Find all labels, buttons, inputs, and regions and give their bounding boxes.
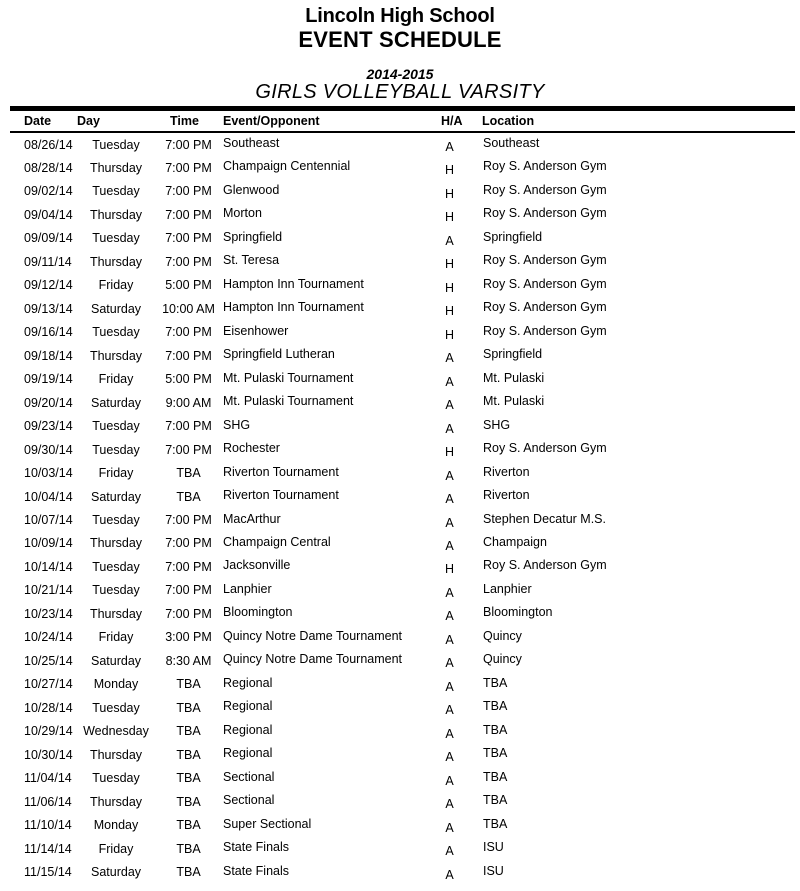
cell-day: Saturday bbox=[90, 301, 142, 316]
cell-day: Friday bbox=[98, 841, 134, 856]
cell-time: 7:00 PM bbox=[165, 348, 212, 363]
cell-time: 7:00 PM bbox=[165, 137, 212, 152]
cell-day: Tuesday bbox=[92, 231, 140, 246]
cell-time: TBA bbox=[176, 841, 201, 856]
cell-home-away: A bbox=[445, 374, 454, 389]
cell-home-away: A bbox=[445, 773, 454, 788]
cell-date: 09/19/14 bbox=[24, 372, 73, 387]
cell-home-away: A bbox=[445, 656, 454, 671]
cell-date: 11/14/14 bbox=[24, 841, 72, 856]
cell-day: Tuesday bbox=[92, 325, 140, 340]
cell-date: 10/27/14 bbox=[24, 677, 73, 692]
table-row bbox=[0, 228, 800, 251]
table-row bbox=[0, 603, 800, 626]
cell-date: 08/28/14 bbox=[24, 160, 73, 175]
cell-event: Southeast bbox=[223, 136, 280, 150]
cell-date: 09/16/14 bbox=[24, 325, 73, 340]
cell-event: Quincy Notre Dame Tournament bbox=[223, 652, 403, 667]
table-row bbox=[0, 322, 800, 345]
cell-location: Roy S. Anderson Gym bbox=[483, 300, 607, 315]
cell-home-away: A bbox=[445, 632, 454, 647]
cell-home-away: A bbox=[445, 820, 454, 835]
cell-event: Regional bbox=[223, 746, 273, 761]
cell-time: TBA bbox=[176, 747, 201, 762]
cell-location: Quincy bbox=[483, 652, 522, 667]
cell-location: Roy S. Anderson Gym bbox=[483, 441, 607, 456]
cell-location: Riverton bbox=[483, 488, 530, 503]
season-label: 2014-2015 bbox=[366, 66, 434, 82]
table-row bbox=[0, 744, 800, 767]
cell-event: Sectional bbox=[223, 793, 275, 808]
table-row bbox=[0, 181, 800, 204]
cell-date: 08/26/14 bbox=[24, 137, 73, 152]
cell-date: 10/09/14 bbox=[24, 536, 73, 551]
cell-time: 7:00 PM bbox=[165, 442, 212, 457]
cell-day: Friday bbox=[98, 278, 134, 293]
table-row bbox=[0, 674, 800, 697]
table-row bbox=[0, 204, 800, 227]
cell-home-away: A bbox=[445, 468, 454, 483]
cell-event: Bloomington bbox=[223, 605, 293, 620]
cell-location: Springfield bbox=[483, 347, 543, 362]
cell-date: 09/18/14 bbox=[24, 348, 73, 363]
cell-date: 10/14/14 bbox=[24, 559, 73, 574]
cell-event: Sectional bbox=[223, 769, 275, 784]
cell-home-away: H bbox=[444, 163, 455, 178]
cell-location: Bloomington bbox=[483, 605, 553, 620]
cell-time: TBA bbox=[176, 818, 201, 833]
cell-time: TBA bbox=[176, 771, 201, 786]
cell-date: 11/06/14 bbox=[24, 794, 72, 809]
cell-location: Roy S. Anderson Gym bbox=[483, 159, 607, 174]
cell-date: 10/21/14 bbox=[24, 583, 73, 598]
cell-day: Tuesday bbox=[92, 513, 140, 527]
table-row bbox=[0, 791, 800, 814]
cell-day: Saturday bbox=[90, 489, 142, 504]
cell-home-away: A bbox=[445, 609, 454, 624]
cell-time: 7:00 PM bbox=[165, 513, 212, 527]
cell-location: Roy S. Anderson Gym bbox=[483, 182, 607, 197]
cell-time: 7:00 PM bbox=[165, 419, 212, 434]
cell-date: 09/11/14 bbox=[24, 254, 72, 269]
cell-day: Thursday bbox=[89, 747, 143, 762]
table-row bbox=[0, 345, 800, 368]
cell-time: 7:00 PM bbox=[165, 231, 212, 246]
cell-location: TBA bbox=[483, 722, 508, 737]
table-row bbox=[0, 157, 800, 180]
cell-location: TBA bbox=[483, 769, 508, 784]
cell-time: 5:00 PM bbox=[165, 372, 212, 387]
cell-day: Friday bbox=[98, 466, 134, 481]
cell-location: Quincy bbox=[483, 628, 522, 643]
cell-location: TBA bbox=[483, 793, 508, 808]
cell-event: St. Teresa bbox=[223, 253, 280, 268]
cell-event: Hampton Inn Tournament bbox=[223, 300, 364, 315]
table-row bbox=[0, 721, 800, 744]
cell-event: State Finals bbox=[223, 863, 290, 878]
cell-home-away: A bbox=[445, 726, 454, 741]
cell-event: Riverton Tournament bbox=[223, 488, 339, 503]
cell-event: Mt. Pulaski Tournament bbox=[223, 394, 354, 409]
cell-day: Saturday bbox=[90, 395, 142, 410]
cell-date: 09/02/14 bbox=[24, 184, 73, 199]
cell-date: 11/10/14 bbox=[24, 818, 72, 833]
cell-time: TBA bbox=[176, 794, 201, 809]
cell-event: Eisenhower bbox=[223, 323, 289, 338]
cell-location: ISU bbox=[483, 840, 504, 855]
cell-time: TBA bbox=[176, 865, 201, 880]
cell-home-away: A bbox=[445, 538, 454, 553]
cell-day: Monday bbox=[93, 677, 139, 692]
cell-date: 09/23/14 bbox=[24, 419, 73, 434]
cell-time: 8:30 AM bbox=[165, 653, 212, 668]
cell-day: Tuesday bbox=[92, 583, 140, 598]
cell-event: Mt. Pulaski Tournament bbox=[223, 370, 354, 385]
cell-location: TBA bbox=[483, 699, 508, 714]
cell-event: Glenwood bbox=[223, 182, 280, 197]
cell-time: TBA bbox=[176, 466, 201, 481]
header-rule-top bbox=[10, 106, 795, 111]
cell-home-away: H bbox=[444, 257, 455, 272]
table-row bbox=[0, 392, 800, 415]
cell-home-away: A bbox=[445, 492, 454, 507]
table-body bbox=[0, 134, 800, 885]
cell-time: 7:00 PM bbox=[165, 325, 212, 340]
team-label: GIRLS VOLLEYBALL VARSITY bbox=[255, 81, 545, 103]
school-name: Lincoln High School bbox=[305, 5, 495, 27]
table-row bbox=[0, 580, 800, 603]
column-header-home-away: H/A bbox=[441, 114, 463, 128]
cell-time: 7:00 PM bbox=[165, 207, 212, 222]
cell-event: Quincy Notre Dame Tournament bbox=[223, 628, 403, 643]
cell-event: SHG bbox=[223, 417, 251, 432]
cell-date: 11/15/14 bbox=[24, 865, 72, 880]
cell-event: MacArthur bbox=[223, 511, 281, 526]
cell-date: 10/24/14 bbox=[24, 630, 73, 645]
cell-home-away: A bbox=[445, 351, 454, 366]
table-row bbox=[0, 416, 800, 439]
cell-home-away: A bbox=[445, 867, 454, 882]
cell-event: Champaign Centennial bbox=[223, 159, 351, 174]
cell-day: Thursday bbox=[89, 606, 143, 621]
cell-day: Thursday bbox=[89, 254, 143, 269]
cell-home-away: A bbox=[445, 233, 454, 248]
cell-location: Roy S. Anderson Gym bbox=[483, 206, 607, 221]
table-row bbox=[0, 298, 800, 321]
document-title: EVENT SCHEDULE bbox=[298, 27, 502, 52]
cell-day: Tuesday bbox=[92, 137, 140, 152]
cell-event: Springfield bbox=[223, 229, 283, 244]
cell-time: 7:00 PM bbox=[165, 583, 212, 598]
table-row bbox=[0, 862, 800, 885]
cell-date: 09/09/14 bbox=[24, 231, 73, 246]
cell-location: TBA bbox=[483, 816, 508, 831]
column-header-location: Location bbox=[482, 114, 535, 128]
cell-event: State Finals bbox=[223, 840, 290, 855]
cell-home-away: A bbox=[445, 750, 454, 765]
table-row bbox=[0, 486, 800, 509]
cell-location: Mt. Pulaski bbox=[483, 370, 545, 385]
table-row bbox=[0, 838, 800, 861]
cell-date: 10/23/14 bbox=[24, 606, 73, 621]
table-row bbox=[0, 369, 800, 392]
cell-date: 10/25/14 bbox=[24, 653, 73, 668]
cell-location: Roy S. Anderson Gym bbox=[483, 253, 607, 268]
cell-home-away: H bbox=[444, 280, 455, 295]
cell-time: 7:00 PM bbox=[165, 606, 212, 621]
cell-time: 7:00 PM bbox=[165, 254, 212, 269]
cell-date: 10/04/14 bbox=[24, 489, 73, 504]
cell-date: 10/03/14 bbox=[24, 466, 73, 481]
cell-event: Regional bbox=[223, 699, 273, 714]
cell-date: 09/30/14 bbox=[24, 442, 73, 457]
cell-event: Regional bbox=[223, 675, 273, 690]
cell-date: 11/04/14 bbox=[24, 771, 72, 786]
cell-event: Regional bbox=[223, 722, 273, 737]
cell-location: ISU bbox=[483, 863, 504, 878]
table-row bbox=[0, 556, 800, 579]
cell-home-away: H bbox=[444, 445, 455, 460]
table-row bbox=[0, 627, 800, 650]
cell-day: Tuesday bbox=[92, 184, 140, 199]
cell-time: TBA bbox=[176, 724, 201, 739]
table-row bbox=[0, 510, 800, 533]
cell-time: 7:00 PM bbox=[165, 184, 212, 199]
cell-day: Thursday bbox=[89, 536, 143, 551]
cell-location: Stephen Decatur M.S. bbox=[483, 511, 606, 526]
cell-location: Southeast bbox=[483, 136, 540, 150]
cell-day: Thursday bbox=[89, 794, 143, 809]
column-header-day: Day bbox=[77, 114, 100, 128]
cell-location: Champaign bbox=[483, 534, 547, 549]
cell-location: Mt. Pulaski bbox=[483, 394, 545, 409]
cell-home-away: A bbox=[445, 421, 454, 436]
cell-location: TBA bbox=[483, 746, 508, 761]
cell-time: 9:00 AM bbox=[165, 395, 212, 410]
cell-location: TBA bbox=[483, 675, 508, 690]
table-row bbox=[0, 463, 800, 486]
cell-day: Saturday bbox=[90, 865, 142, 880]
cell-event: Super Sectional bbox=[223, 816, 312, 831]
table-row bbox=[0, 275, 800, 298]
cell-date: 10/29/14 bbox=[24, 724, 73, 739]
cell-location: Springfield bbox=[483, 229, 543, 244]
column-header-event: Event/Opponent bbox=[223, 114, 320, 128]
cell-day: Friday bbox=[98, 630, 134, 645]
table-row bbox=[0, 533, 800, 556]
cell-home-away: A bbox=[445, 797, 454, 812]
cell-event: Lanphier bbox=[223, 581, 272, 596]
cell-day: Saturday bbox=[90, 653, 142, 668]
table-row bbox=[0, 439, 800, 462]
cell-home-away: A bbox=[445, 844, 454, 859]
cell-event: Champaign Central bbox=[223, 534, 331, 549]
cell-day: Tuesday bbox=[92, 442, 140, 457]
cell-time: TBA bbox=[176, 489, 201, 504]
cell-event: Hampton Inn Tournament bbox=[223, 276, 364, 291]
cell-date: 09/13/14 bbox=[24, 301, 73, 316]
cell-date: 10/30/14 bbox=[24, 747, 73, 762]
cell-day: Thursday bbox=[89, 160, 143, 175]
cell-day: Friday bbox=[98, 372, 134, 387]
cell-home-away: H bbox=[444, 186, 455, 201]
cell-home-away: H bbox=[444, 562, 455, 577]
cell-time: 5:00 PM bbox=[165, 278, 212, 293]
cell-home-away: A bbox=[445, 703, 454, 718]
cell-time: 7:00 PM bbox=[165, 536, 212, 551]
cell-day: Thursday bbox=[89, 207, 143, 222]
cell-day: Tuesday bbox=[92, 419, 140, 434]
cell-home-away: A bbox=[445, 398, 454, 413]
cell-location: Roy S. Anderson Gym bbox=[483, 558, 607, 573]
cell-location: SHG bbox=[483, 417, 511, 432]
cell-day: Tuesday bbox=[92, 559, 140, 574]
header-rule-bottom bbox=[10, 131, 795, 133]
cell-home-away: H bbox=[444, 210, 455, 225]
cell-event: Springfield Lutheran bbox=[223, 347, 335, 362]
cell-date: 09/04/14 bbox=[24, 207, 73, 222]
cell-location: Lanphier bbox=[483, 581, 532, 596]
cell-day: Monday bbox=[93, 818, 139, 833]
cell-home-away: A bbox=[445, 585, 454, 600]
table-row bbox=[0, 134, 800, 157]
cell-time: TBA bbox=[176, 677, 201, 692]
cell-time: 7:00 PM bbox=[165, 559, 212, 574]
cell-event: Riverton Tournament bbox=[223, 464, 339, 479]
cell-location: Roy S. Anderson Gym bbox=[483, 323, 607, 338]
cell-day: Tuesday bbox=[92, 771, 140, 786]
cell-date: 10/28/14 bbox=[24, 700, 73, 715]
cell-day: Tuesday bbox=[92, 700, 140, 715]
cell-date: 09/20/14 bbox=[24, 395, 73, 410]
column-header-date: Date bbox=[24, 114, 52, 128]
cell-time: 10:00 AM bbox=[162, 301, 215, 316]
table-row bbox=[0, 768, 800, 791]
cell-home-away: A bbox=[445, 679, 454, 694]
cell-time: TBA bbox=[176, 700, 201, 715]
cell-home-away: A bbox=[445, 140, 454, 154]
cell-home-away: H bbox=[444, 327, 455, 342]
cell-home-away: H bbox=[444, 304, 455, 319]
column-header-time: Time bbox=[170, 114, 199, 128]
table-row bbox=[0, 650, 800, 673]
cell-time: 7:00 PM bbox=[165, 160, 212, 175]
cell-location: Roy S. Anderson Gym bbox=[483, 276, 607, 291]
cell-day: Thursday bbox=[89, 348, 143, 363]
cell-event: Jacksonville bbox=[223, 558, 291, 573]
table-row bbox=[0, 697, 800, 720]
table-row bbox=[0, 815, 800, 838]
cell-event: Rochester bbox=[223, 441, 280, 456]
cell-time: 3:00 PM bbox=[165, 630, 212, 645]
cell-day: Wednesday bbox=[83, 724, 149, 739]
cell-home-away: A bbox=[445, 515, 454, 530]
cell-event: Morton bbox=[223, 206, 262, 221]
cell-location: Riverton bbox=[483, 464, 530, 479]
table-row bbox=[0, 251, 800, 274]
cell-date: 10/07/14 bbox=[24, 513, 73, 527]
cell-date: 09/12/14 bbox=[24, 278, 73, 293]
